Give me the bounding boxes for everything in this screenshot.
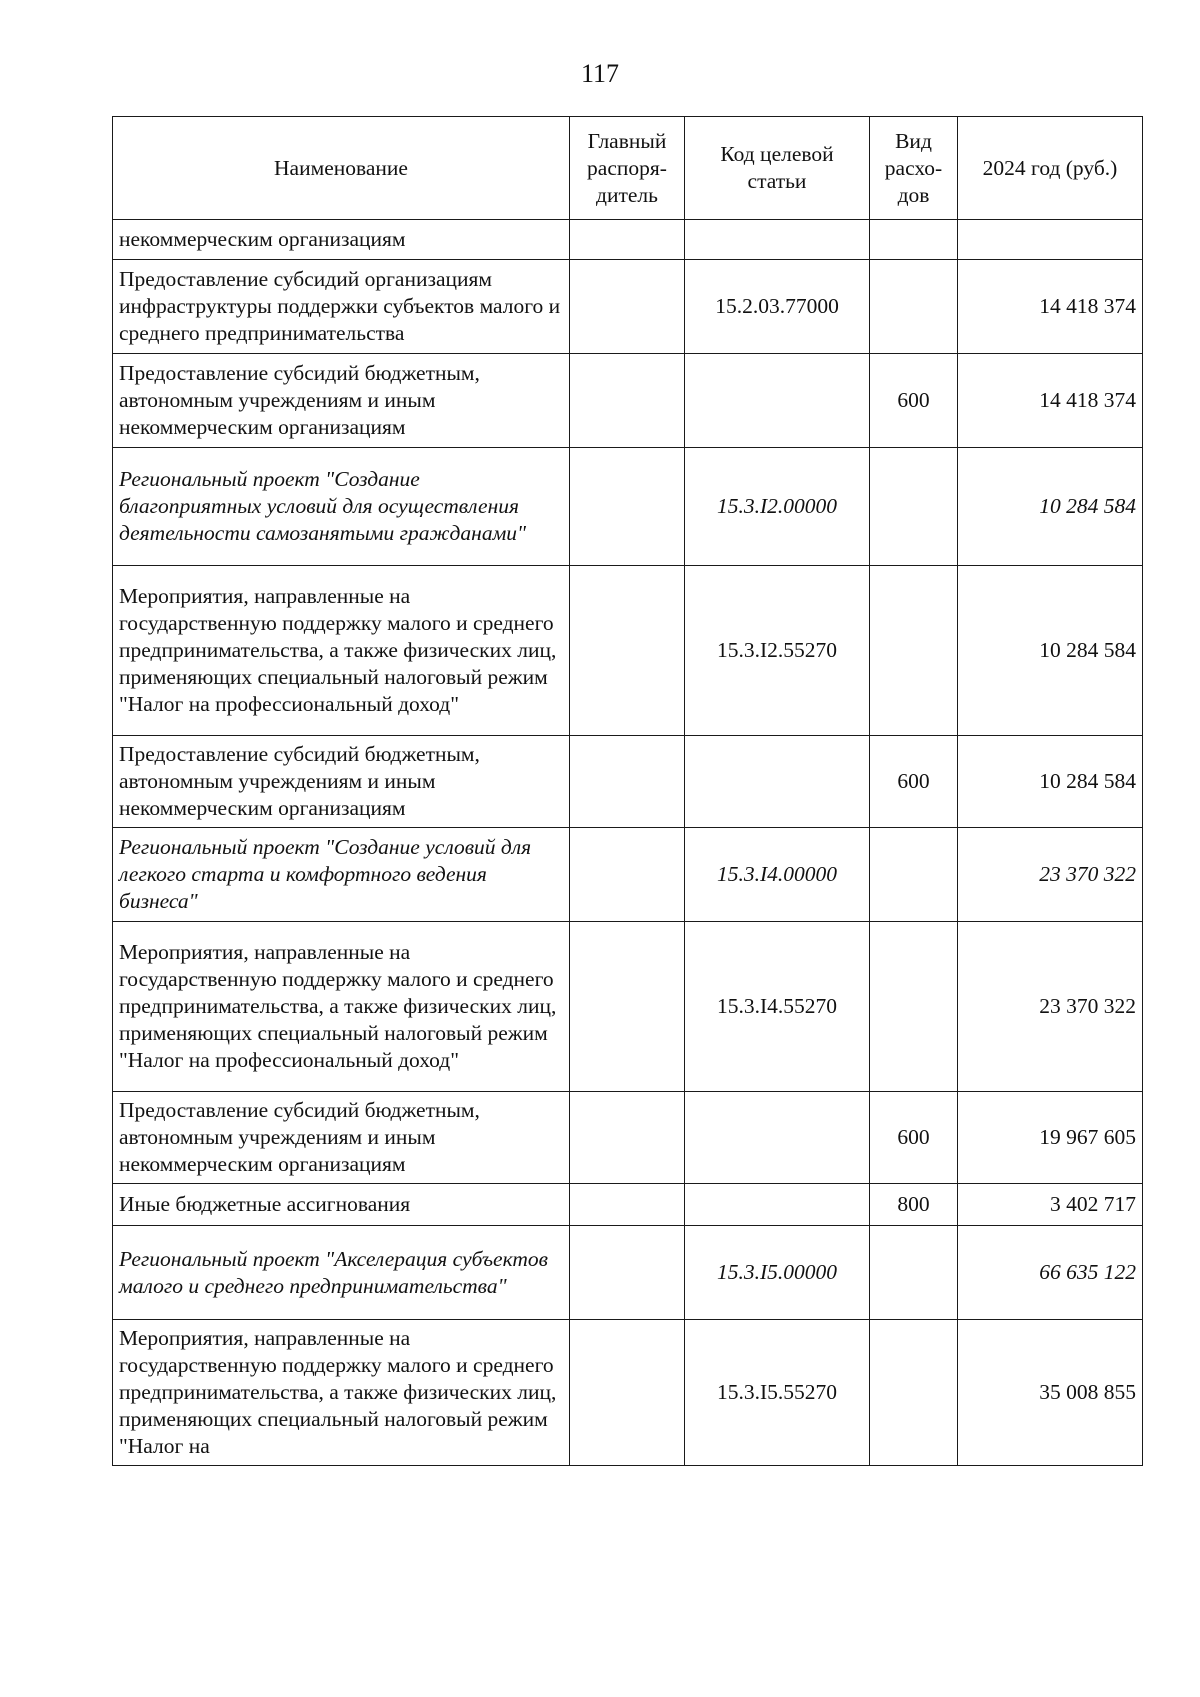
header-expense-kind: Вид расхо-дов [870,117,958,220]
table-body [113,220,1143,1466]
cell-expense-kind [870,448,958,566]
cell-name: Мероприятия, направленные на государственную поддержку малого и среднего предпринимательства, а также физических лиц, применяющих специальный налоговый режим "Налог на [113,1320,570,1466]
cell-sum-2024: 10 284 584 [958,566,1143,736]
cell-name: Региональный проект "Акселерация субъектов малого и среднего предпринимательства" [113,1226,570,1320]
cell-expense-kind [870,1320,958,1466]
table-row [113,1184,1143,1226]
cell-expense-kind [870,260,958,354]
cell-sum-2024: 23 370 322 [958,828,1143,922]
cell-sum-2024: 10 284 584 [958,448,1143,566]
cell-expense-kind [870,922,958,1092]
cell-sum-2024: 10 284 584 [958,736,1143,828]
cell-target-code [685,1184,870,1226]
table-row [113,354,1143,448]
cell-expense-kind [870,220,958,260]
cell-sum-2024: 3 402 717 [958,1184,1143,1226]
cell-target-code [685,220,870,260]
cell-target-code [685,354,870,448]
cell-name: Предоставление субсидий бюджетным, автономным учреждениям и иным некоммерческим организациям [113,1092,570,1184]
cell-chief-manager [570,1226,685,1320]
cell-name: Предоставление субсидий бюджетным, автономным учреждениям и иным некоммерческим организациям [113,736,570,828]
cell-name: Предоставление субсидий организациям инфраструктуры поддержки субъектов малого и среднего предпринимательства [113,260,570,354]
cell-chief-manager [570,566,685,736]
cell-sum-2024: 23 370 322 [958,922,1143,1092]
cell-chief-manager [570,922,685,1092]
table-row [113,220,1143,260]
cell-target-code: 15.3.I5.55270 [685,1320,870,1466]
cell-expense-kind: 600 [870,354,958,448]
cell-sum-2024: 35 008 855 [958,1320,1143,1466]
budget-table [112,116,1143,1466]
cell-name: Региональный проект "Создание условий для легкого старта и комфортного ведения бизнеса" [113,828,570,922]
page-number: 117 [580,59,620,88]
header-sum-2024: 2024 год (руб.) [958,117,1143,220]
cell-expense-kind: 600 [870,1092,958,1184]
cell-target-code: 15.3.I4.55270 [685,922,870,1092]
header-chief-manager: Главный распоря-дитель [570,117,685,220]
cell-sum-2024: 14 418 374 [958,354,1143,448]
cell-target-code: 15.3.I2.00000 [685,448,870,566]
cell-name: Мероприятия, направленные на государственную поддержку малого и среднего предпринимательства, а также физических лиц, применяющих специальный налоговый режим "Налог на профессиональный доход" [113,922,570,1092]
cell-target-code: 15.3.I4.00000 [685,828,870,922]
cell-chief-manager [570,354,685,448]
cell-target-code: 15.3.I2.55270 [685,566,870,736]
header-target-code: Код целевой статьи [685,117,870,220]
cell-chief-manager [570,260,685,354]
cell-name: Иные бюджетные ассигнования [113,1184,570,1226]
cell-sum-2024: 19 967 605 [958,1092,1143,1184]
table-row [113,1320,1143,1466]
cell-chief-manager [570,1184,685,1226]
cell-target-code: 15.3.I5.00000 [685,1226,870,1320]
table-row [113,736,1143,828]
cell-chief-manager [570,828,685,922]
cell-sum-2024: 66 635 122 [958,1226,1143,1320]
table-row [113,260,1143,354]
cell-name: Предоставление субсидий бюджетным, автономным учреждениям и иным некоммерческим организациям [113,354,570,448]
cell-expense-kind [870,1226,958,1320]
cell-chief-manager [570,1320,685,1466]
cell-target-code [685,736,870,828]
cell-sum-2024: 14 418 374 [958,260,1143,354]
cell-name: Региональный проект "Создание благоприятных условий для осуществления деятельности самозанятыми гражданами" [113,448,570,566]
header-name: Наименование [113,117,570,220]
cell-chief-manager [570,220,685,260]
cell-expense-kind [870,828,958,922]
table-row [113,922,1143,1092]
cell-expense-kind [870,566,958,736]
table-row [113,448,1143,566]
cell-target-code: 15.2.03.77000 [685,260,870,354]
cell-chief-manager [570,1092,685,1184]
cell-chief-manager [570,736,685,828]
table-row [113,566,1143,736]
cell-sum-2024 [958,220,1143,260]
cell-expense-kind: 600 [870,736,958,828]
cell-expense-kind: 800 [870,1184,958,1226]
table-row [113,1092,1143,1184]
cell-name: Мероприятия, направленные на государственную поддержку малого и среднего предпринимательства, а также физических лиц, применяющих специальный налоговый режим "Налог на профессиональный доход" [113,566,570,736]
table-row [113,1226,1143,1320]
cell-chief-manager [570,448,685,566]
table-header-row [113,117,1143,220]
cell-name: некоммерческим организациям [113,220,570,260]
table-row [113,828,1143,922]
cell-target-code [685,1092,870,1184]
